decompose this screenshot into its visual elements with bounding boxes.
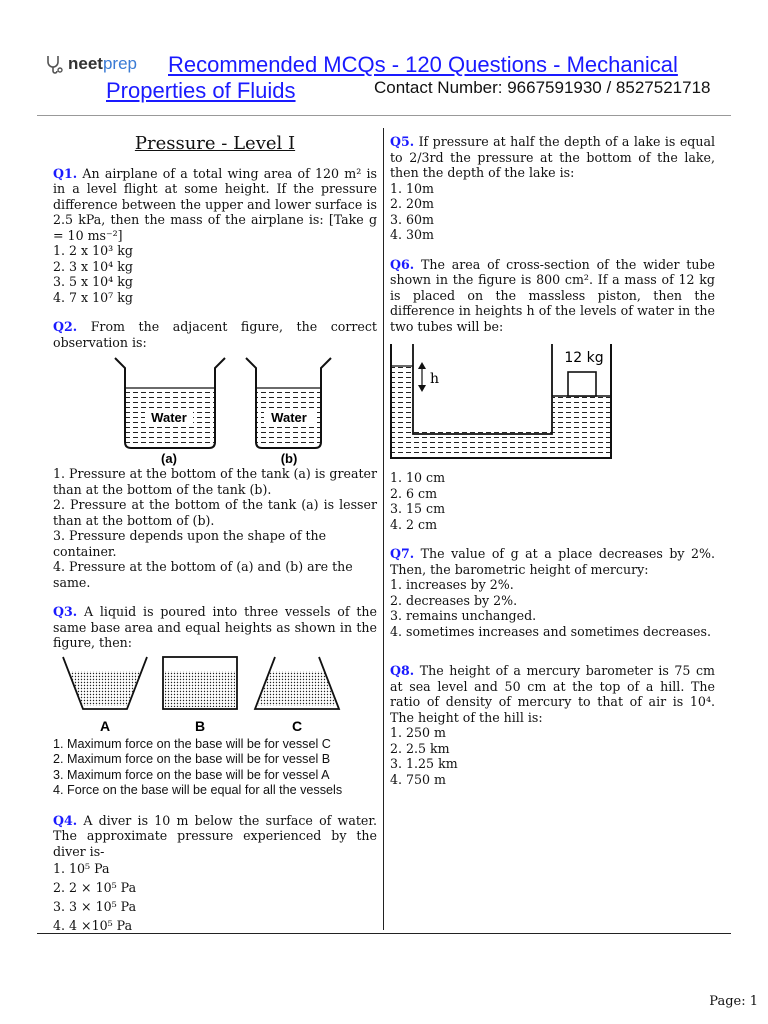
question-7: [390, 546, 715, 577]
tank-a-label: (a): [161, 451, 177, 466]
question-number: Q1.: [53, 165, 78, 181]
question-number: Q6.: [390, 256, 415, 272]
question-number: Q4.: [53, 812, 78, 828]
option-4: 4. Pressure at the bottom of (a) and (b) are the same.: [53, 559, 353, 590]
option-4: 4. sometimes increases and sometimes decreases.: [390, 623, 711, 639]
option-4: 4. 7 x 10⁷ kg: [53, 289, 133, 305]
option-1: 1. Maximum force on the base will be for vessel C: [53, 736, 331, 751]
option-1: 1. 10⁵ Pa: [53, 861, 110, 876]
logo-prep-text: prep: [102, 54, 137, 73]
right-column: [390, 134, 715, 787]
option-1: 1. 2 x 10³ kg: [53, 243, 133, 258]
left-column: [53, 134, 377, 935]
question-text: An airplane of a total wing area of 120 m² is in a level flight at some height. If the pressure difference between the upper and lower surface is 2.5 kPa, then the mass of the airplane is: [Take g = 10 ms⁻²]: [53, 165, 377, 243]
option-1: 1. 10 cm: [390, 470, 446, 485]
question-8: [390, 663, 715, 725]
option-2: 2. decreases by 2%.: [390, 592, 518, 608]
neetprep-logo: [44, 53, 137, 75]
question-5: [390, 134, 715, 181]
option-3: 3. 60m: [390, 211, 434, 227]
logo-neet-text: neet: [68, 54, 103, 73]
option-2: 2. 2.5 km: [390, 740, 450, 756]
title-link-line1[interactable]: Recommended MCQs - 120 Questions - Mechanical: [168, 52, 678, 77]
column-divider: [383, 128, 384, 930]
height-h-label: h: [430, 371, 440, 387]
tank-b-water-label: Water: [271, 410, 307, 425]
section-title: Pressure - Level I: [134, 133, 296, 154]
title-link-line2[interactable]: Properties of Fluids: [106, 78, 296, 103]
option-4: 4. 2 cm: [390, 516, 438, 532]
question-text: A liquid is poured into three vessels of the same base area and equal heights as shown in the figure, then:: [53, 604, 377, 650]
vessel-c-label: C: [291, 717, 303, 734]
question-number: Q7.: [390, 546, 415, 561]
question-number: Q8.: [390, 663, 415, 678]
option-2: 2. 3 x 10⁴ kg: [53, 258, 133, 274]
option-3: 3. remains unchanged.: [390, 608, 537, 623]
option-4: 4. Force on the base will be equal for all the vessels: [53, 783, 343, 797]
contact-number: Contact Number: 9667591930 / 8527521718: [374, 78, 711, 97]
question-text: From the adjacent figure, the correct observation is:: [53, 319, 377, 350]
two-tanks-figure: [53, 350, 377, 466]
option-4: 4. 750 m: [390, 771, 447, 787]
question-3: [53, 604, 377, 651]
question-4: [53, 813, 377, 860]
option-1: 1. Pressure at the bottom of the tank (a) is greater than at the bottom of the tank (b).: [53, 466, 377, 497]
page-number: Page: 1: [709, 994, 758, 1009]
question-number: Q2.: [53, 319, 78, 334]
three-vessels-figure: [53, 651, 377, 737]
u-tube-piston-figure: [390, 340, 715, 470]
option-4: 4. 30m: [390, 227, 434, 242]
question-text: The area of cross-section of the wider tube shown in the figure is 800 cm². If a mass of 12 kg is placed on the massless piston, then the difference in heights h of the levels of water in the two tubes will be:: [390, 256, 715, 334]
question-text: The height of a mercury barometer is 75 cm at sea level and 50 cm at the top of a hill. The ratio of density of mercury to that of air is 10⁴. The height of the hill is:: [390, 663, 715, 725]
option-4: 4. 4 ×10⁵ Pa: [53, 918, 133, 933]
vessel-b-label: B: [194, 717, 206, 734]
header-divider: [37, 115, 731, 116]
question-1: [53, 166, 377, 244]
tank-b-label: (b): [280, 451, 298, 466]
mass-label: 12 kg: [564, 350, 604, 366]
tank-a-water-label: Water: [151, 410, 187, 425]
option-3: 3. 1.25 km: [390, 756, 458, 771]
header: [0, 0, 768, 116]
question-text: The value of g at a place decreases by 2%. Then, the barometric height of mercury:: [390, 546, 715, 577]
option-2: 2. 20m: [390, 196, 434, 211]
option-2: 2. Pressure at the bottom of the tank (a) is lesser than at the bottom of (b).: [53, 497, 377, 528]
question-text: If pressure at half the depth of a lake is equal to 2/3rd the pressure at the bottom of the lake, then the depth of the lake is:: [390, 134, 715, 180]
vessel-a-label: A: [99, 717, 111, 734]
question-text: A diver is 10 m below the surface of water. The approximate pressure experienced by the diver is-: [53, 812, 377, 859]
option-2: 2. Maximum force on the base will be for vessel B: [53, 752, 331, 766]
question-2: [53, 319, 377, 350]
option-3: 3. 15 cm: [390, 501, 446, 516]
option-1: 1. 10m: [390, 180, 434, 196]
stethoscope-icon: [44, 53, 66, 75]
option-2: 2. 6 cm: [390, 485, 438, 501]
option-1: 1. increases by 2%.: [390, 577, 514, 592]
option-3: 3. 3 × 10⁵ Pa: [53, 899, 137, 914]
option-3: 3. Maximum force on the base will be for vessel A: [53, 767, 330, 782]
footer-divider: [37, 933, 731, 934]
option-3: 3. 5 x 10⁴ kg: [53, 274, 133, 289]
option-3: 3. Pressure depends upon the shape of the container.: [53, 528, 327, 559]
question-6: [390, 257, 715, 335]
question-number: Q5.: [390, 134, 415, 149]
option-1: 1. 250 m: [390, 725, 447, 740]
option-2: 2. 2 × 10⁵ Pa: [53, 880, 137, 895]
question-number: Q3.: [53, 604, 78, 619]
